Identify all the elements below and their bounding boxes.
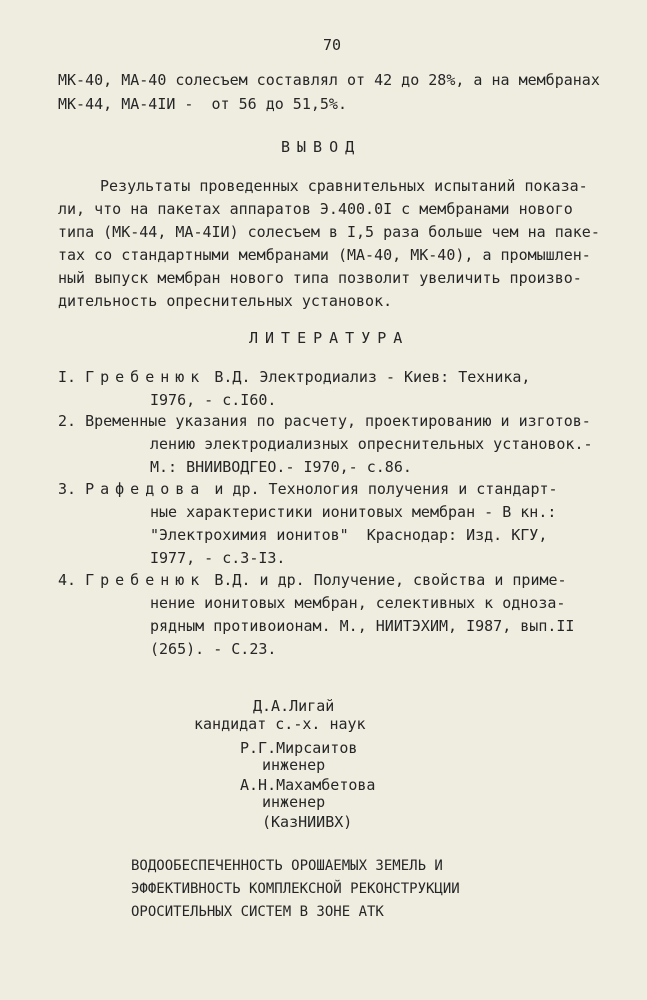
reference-3-cont-1: ные характеристики ионитовых мембран - В кн.: — [150, 503, 557, 521]
reference-text: В.Д. и др. Получение, свойства и приме- — [205, 571, 567, 589]
reference-1 — [58, 368, 530, 386]
conclusion-line-6: дительность опреснительных установок. — [58, 292, 393, 310]
conclusion-line-3: типа (МК-44, МА-4IИ) солесъем в I,5 раза больше чем на паке- — [58, 223, 600, 241]
reference-number: 3. — [58, 480, 77, 498]
conclusion-line-1: Результаты проведенных сравнительных испытаний показа- — [100, 177, 588, 195]
reference-3-cont-3: I977, - с.3-I3. — [150, 549, 286, 567]
reference-2-cont-1: лению электродиализных опреснительных установок.- — [150, 435, 593, 453]
conclusion-line-4: тах со стандартными мембранами (МА-40, МК-40), а промышлен- — [58, 246, 591, 264]
reference-2-cont-2: М.: ВНИИВОДГЕО.- I970,- с.86. — [150, 458, 412, 476]
reference-3 — [58, 480, 558, 498]
references-heading: ЛИТЕРАТУРА — [249, 329, 410, 347]
reference-text: Временные указания по расчету, проектированию и изготов- — [85, 412, 591, 430]
reference-text: В.Д. Электродиализ - Киев: Техника, — [205, 368, 531, 386]
conclusion-line-2: ли, что на пакетах аппаратов Э.400.0I с мембранами нового — [58, 200, 573, 218]
reference-number: 4. — [58, 571, 77, 589]
reference-4-cont-2: рядным противоионам. М., НИИТЭХИМ, I987, вып.II — [150, 617, 575, 635]
reference-number: I. — [58, 368, 77, 386]
reference-number: 2. — [58, 412, 77, 430]
author-name-1: Д.А.Лигай — [253, 697, 335, 715]
reference-2 — [58, 412, 591, 430]
intro-line-2: МК-44, МА-4IИ - от 56 до 51,5%. — [58, 95, 347, 113]
next-article-title-line-2: ЭФФЕКТИВНОСТЬ КОМПЛЕКСНОЙ РЕКОНСТРУКЦИИ — [131, 881, 460, 897]
next-article-title-line-3: ОРОСИТЕЛЬНЫХ СИСТЕМ В ЗОНЕ АТК — [131, 904, 384, 920]
author-title-2: инженер — [262, 756, 326, 774]
reference-4-cont-1: нение ионитовых мембран, селективных к одноза- — [150, 594, 566, 612]
author-organization: (КазНИИВХ) — [262, 813, 353, 831]
reference-3-cont-2: "Электрохимия ионитов" Краснодар: Изд. КГУ, — [150, 526, 548, 544]
reference-4-cont-3: (265). - С.23. — [150, 640, 277, 658]
reference-author: Гребенюк — [85, 368, 206, 386]
reference-4 — [58, 571, 567, 589]
reference-1-cont-1: I976, - с.I60. — [150, 391, 277, 409]
conclusion-line-5: ный выпуск мембран нового типа позволит увеличить произво- — [58, 269, 582, 287]
page-number: 70 — [323, 36, 342, 54]
author-title-1: кандидат с.-х. наук — [194, 715, 366, 733]
conclusion-heading: ВЫВОД — [281, 138, 362, 156]
reference-author: Гребенюк — [85, 571, 206, 589]
author-title-3: инженер — [262, 793, 326, 811]
next-article-title-line-1: ВОДООБЕСПЕЧЕННОСТЬ ОРОШАЕМЫХ ЗЕМЕЛЬ И — [131, 858, 443, 874]
intro-line-1: МК-40, МА-40 солесъем составлял от 42 до 28%, а на мембранах — [58, 71, 600, 89]
author-name-3: А.Н.Махамбетова — [240, 776, 376, 794]
reference-author: Рафедова — [85, 480, 206, 498]
author-name-2: Р.Г.Мирсаитов — [240, 739, 358, 757]
reference-text: и др. Технология получения и стандарт- — [205, 480, 558, 498]
